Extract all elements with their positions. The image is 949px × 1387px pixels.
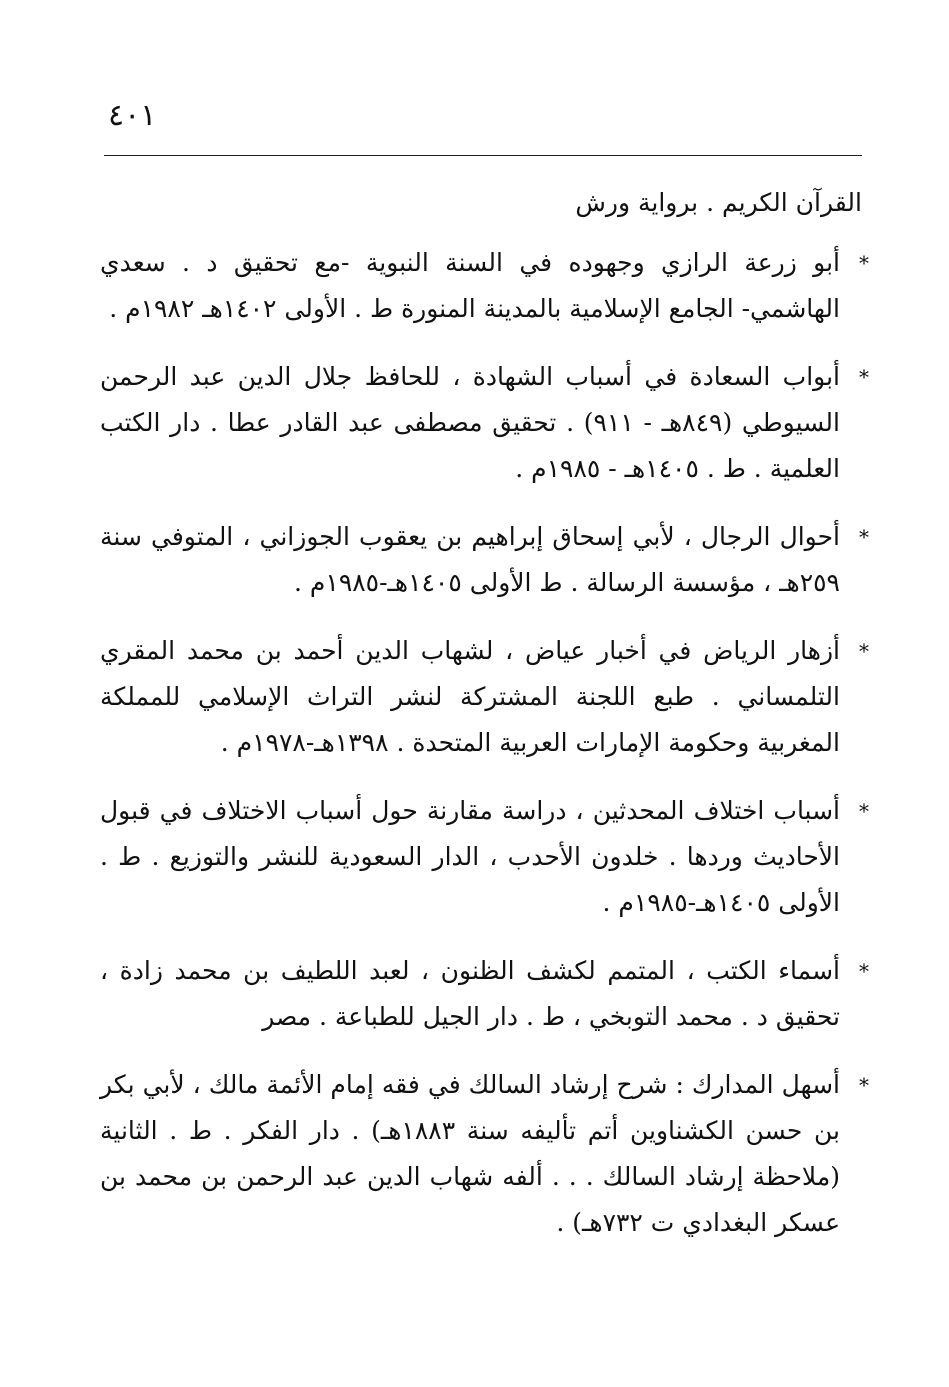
- bibliography-entry: [100, 788, 869, 926]
- bibliography-entry: [100, 354, 869, 492]
- entry-text: أزهار الرياض في أخبار عياض ، لشهاب الدين أحمد بن محمد المقري التلمساني . طبع اللجنة المشتركة لنشر التراث الإسلامي للمملكة المغربية وحكومة الإمارات العربية المتحدة . ١٣٩٨هـ-١٩٧٨م .: [100, 636, 840, 757]
- entry-text: أسهل المدارك : شرح إرشاد السالك في فقه إمام الأئمة مالك ، لأبي بكر بن حسن الكشناوين أتم تأليفه سنة ١٨٨٣هـ) . دار الفكر . ط . الثانية (ملاحظة إرشاد السالك . . . ألفه شهاب الدين عبد الرحمن بن محمد بن عسكر البغدادي ت ٧٣٢هـ) .: [100, 1070, 840, 1237]
- entry-text: أبواب السعادة في أسباب الشهادة ، للحافظ جلال الدين عبد الرحمن السيوطي (٨٤٩هـ - ٩١١) . تحقيق مصطفى عبد القادر عطا . دار الكتب العلمية . ط . ١٤٠٥هـ - ١٩٨٥م .: [100, 362, 840, 483]
- asterisk-bullet-icon: *: [859, 959, 869, 983]
- entry-text: أبو زرعة الرازي وجهوده في السنة النبوية -مع تحقيق د . سعدي الهاشمي- الجامع الإسلامية بالمدينة المنورة ط . الأولى ١٤٠٢هـ ١٩٨٢م .: [100, 248, 840, 323]
- asterisk-bullet-icon: *: [859, 525, 869, 549]
- bibliography-entry: [100, 240, 869, 332]
- entry-text: أسباب اختلاف المحدثين ، دراسة مقارنة حول أسباب الاختلاف في قبول الأحاديث وردها . خلدون الأحدب ، الدار السعودية للنشر والتوزيع . ط . الأولى ١٤٠٥هـ-١٩٨٥م .: [100, 796, 840, 917]
- asterisk-bullet-icon: *: [859, 639, 869, 663]
- bibliography-entry: [100, 628, 869, 766]
- bibliography-entry: [100, 514, 869, 606]
- entry-text: أحوال الرجال ، لأبي إسحاق إبراهيم بن يعقوب الجوزاني ، المتوفي سنة ٢٥٩هـ ، مؤسسة الرسالة . ط الأولى ١٤٠٥هـ-١٩٨٥م .: [100, 522, 840, 597]
- quran-reference: القرآن الكريم . برواية ورش: [575, 188, 862, 217]
- bibliography-entry: [100, 1062, 869, 1246]
- bibliography-entry: [100, 948, 869, 1040]
- entry-text: أسماء الكتب ، المتمم لكشف الظنون ، لعبد اللطيف بن محمد زادة ، تحقيق د . محمد التوبخي ، ط . دار الجيل للطباعة . مصر: [100, 956, 840, 1031]
- bibliography-list: [100, 180, 869, 1268]
- asterisk-bullet-icon: *: [859, 251, 869, 275]
- page-number: ٤٠١: [108, 98, 157, 133]
- header-rule: [104, 155, 862, 156]
- asterisk-bullet-icon: *: [859, 365, 869, 389]
- asterisk-bullet-icon: *: [859, 1073, 869, 1097]
- asterisk-bullet-icon: *: [859, 799, 869, 823]
